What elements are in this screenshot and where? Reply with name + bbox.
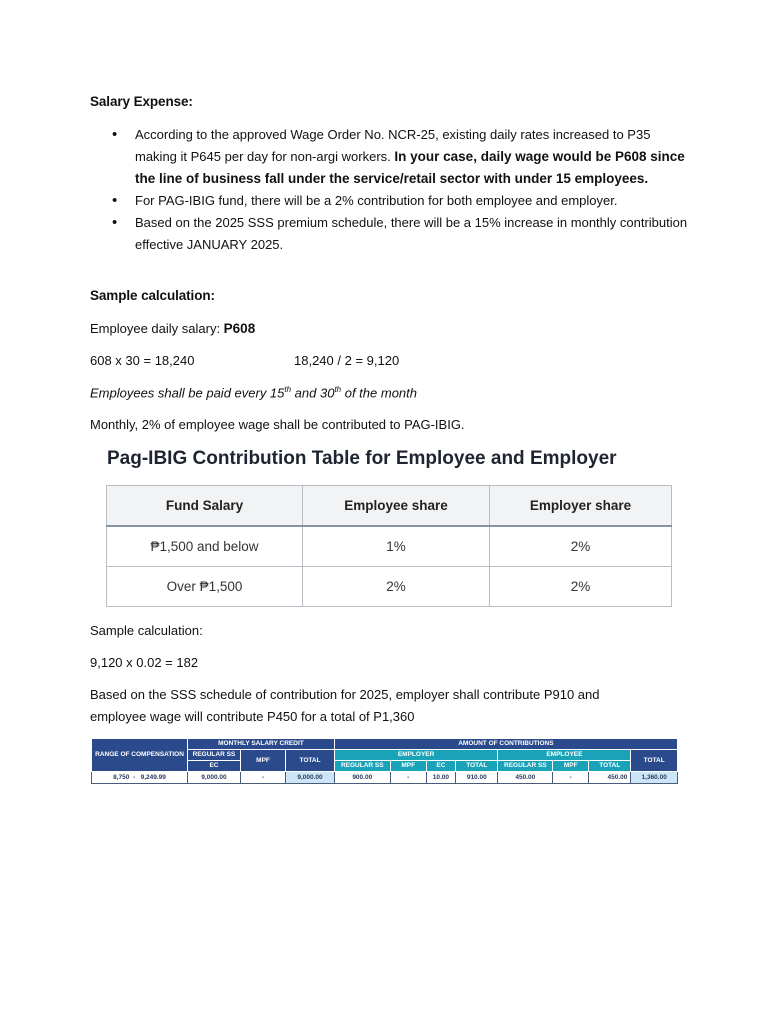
sss-contribution-table [91,738,678,784]
employee-share-cell: 2% [303,567,490,607]
daily-salary-label: Employee daily salary: [90,321,224,336]
er-ec-cell: 10.00 [426,772,456,784]
pagibig-note: Monthly, 2% of employee wage shall be contributed to PAG-IBIG. [90,417,465,432]
employer-share-cell: 2% [490,526,672,567]
er-mpf-header: MPF [390,761,426,772]
range-to: 9,249.99 [140,774,166,781]
daily-salary-line [90,321,255,336]
grand-total-header: TOTAL [631,750,678,772]
er-regular-ss-header: REGULAR SS [334,761,390,772]
sample-calculation-label: Sample calculation: [90,623,203,638]
bullet-text: For PAG-IBIG fund, there will be a 2% contribution for both employee and employer. [135,193,618,208]
sss-note-line1: Based on the SSS schedule of contribution for 2025, employer shall contribute P910 and [90,687,600,702]
msc-total-cell: 9,000.00 [286,772,335,784]
header-employer-share: Employer share [490,486,672,527]
employee-share-cell: 1% [303,526,490,567]
pay-schedule-sup2: th [334,385,342,394]
calc-monthly: 608 x 30 = 18,240 [90,353,195,368]
range-cell: 8,750 - 9,249.99 [92,772,188,784]
pay-schedule-suffix: of the month [341,385,417,401]
pay-schedule-middle: and 30 [291,385,335,401]
amount-of-contributions-header: AMOUNT OF CONTRIBUTIONS [334,739,677,750]
bullet-pagibig [90,190,690,212]
pagibig-table [106,485,672,607]
ee-total-header: TOTAL [589,761,631,772]
ee-regular-ss-header: REGULAR SS [498,761,553,772]
msc-mpf-cell: - [240,772,285,784]
pagibig-calc: 9,120 x 0.02 = 182 [90,655,199,670]
er-total-header: TOTAL [456,761,498,772]
sss-note-line2: employee wage will contribute P450 for a total of P1,360 [90,709,415,724]
grand-total-cell: 1,360.00 [631,772,678,784]
header-employee-share: Employee share [303,486,490,527]
pagibig-header-row [107,486,672,527]
er-mpf-cell: - [390,772,426,784]
fund-salary-cell: Over ₱1,500 [107,567,303,607]
header-fund-salary: Fund Salary [107,486,303,527]
calc-half: 18,240 / 2 = 9,120 [294,353,400,368]
pay-schedule-line [90,385,417,400]
monthly-salary-credit-header: MONTHLY SALARY CREDIT [188,739,335,750]
sample-calculation-heading: Sample calculation: [90,288,215,303]
daily-salary-value: P608 [223,321,256,336]
salary-expense-heading: Salary Expense: [90,94,193,109]
pay-schedule-sup1: th [284,385,292,394]
ee-total-cell: 450.00 [589,772,631,784]
employer-share-cell: 2% [490,567,672,607]
er-ec-header: EC [426,761,456,772]
table-row [92,772,678,784]
msc-total-header: TOTAL [286,750,335,772]
ee-regular-cell: 450.00 [498,772,553,784]
range-of-compensation-header: RANGE OF COMPENSATION [92,739,188,772]
msc-mpf-header: MPF [240,750,285,772]
range-from: 8,750 [113,774,130,781]
table-row [107,567,672,607]
table-row [107,526,672,567]
bullet-wage-order [90,124,690,190]
er-regular-cell: 900.00 [334,772,390,784]
pay-schedule-prefix: Employees shall be paid every 15 [90,385,285,401]
fund-salary-cell: ₱1,500 and below [107,526,303,567]
employer-header: EMPLOYER [334,750,498,761]
employee-header: EMPLOYEE [498,750,631,761]
bullet-bold-text: In your case, daily wage would be P608 since the line of business fall under the service/retail sector with under 15 employees. [135,149,685,186]
msc-ec-header: EC [188,761,241,772]
ee-mpf-cell: - [553,772,589,784]
pagibig-table-title: Pag-IBIG Contribution Table for Employee and Employer [107,448,617,469]
salary-bullet-list [90,124,690,256]
msc-regular-cell: 9,000.00 [188,772,241,784]
bullet-text: According to the approved Wage Order No. NCR-25, existing daily rates increased to P35 making it P645 per day for non-argi workers. [135,127,651,164]
bullet-sss [90,212,690,256]
msc-regular-ss-header: REGULAR SS [188,750,241,761]
bullet-text: Based on the 2025 SSS premium schedule, there will be a 15% increase in monthly contribution effective JANUARY 2025. [135,215,688,252]
ee-mpf-header: MPF [553,761,589,772]
er-total-cell: 910.00 [456,772,498,784]
